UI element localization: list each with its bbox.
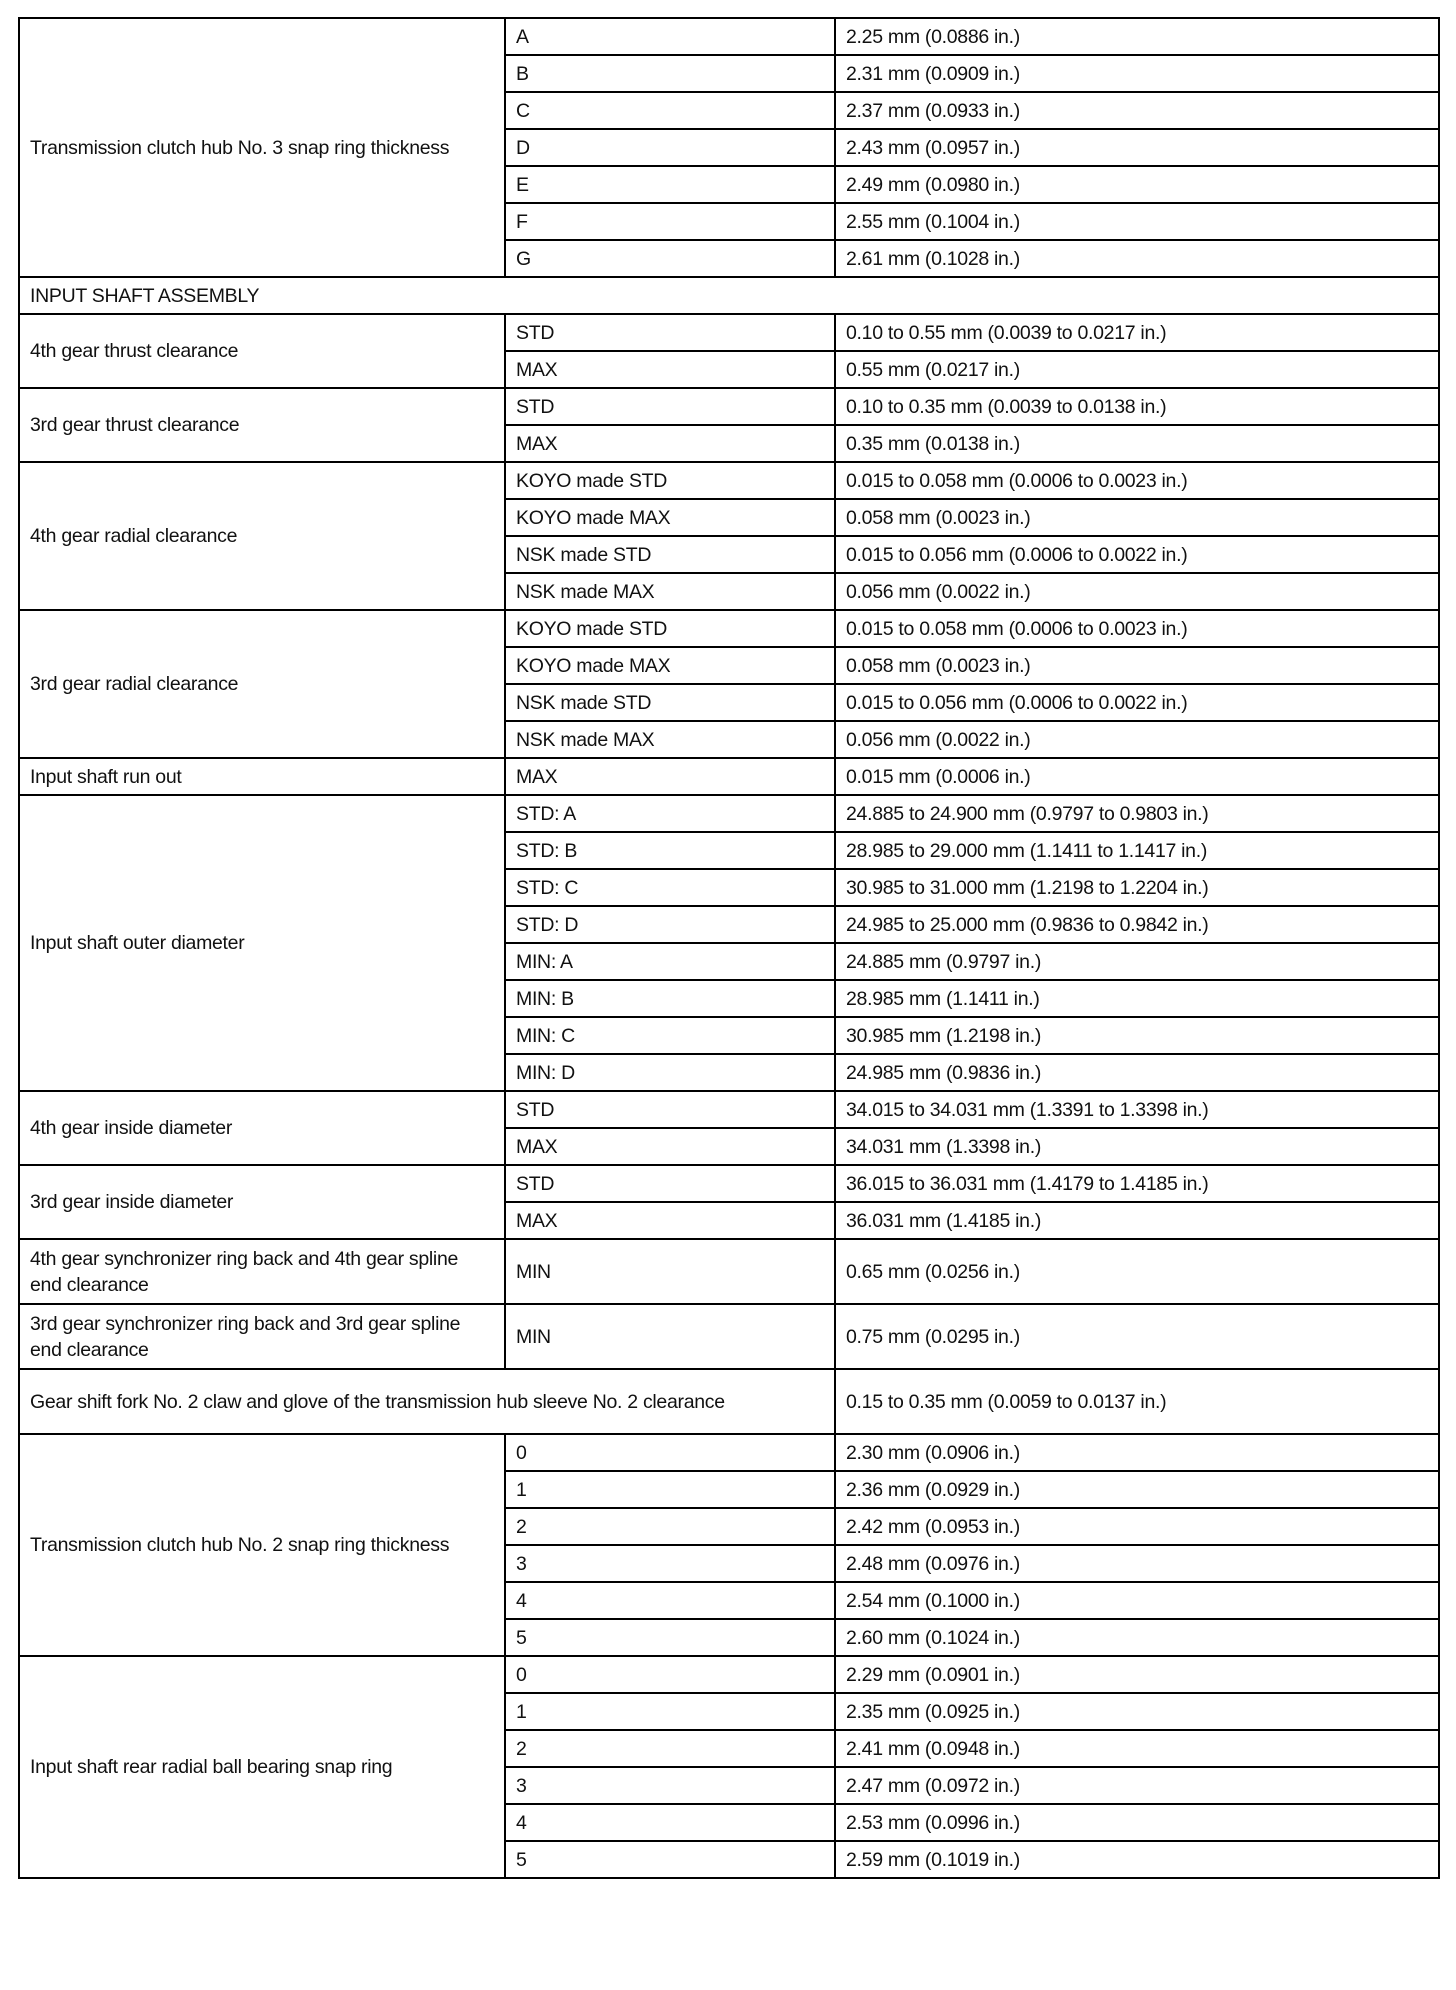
condition-cell: STD xyxy=(505,388,835,425)
condition-cell: STD: B xyxy=(505,832,835,869)
value-cell: 28.985 mm (1.1411 in.) xyxy=(835,980,1439,1017)
condition-cell: NSK made STD xyxy=(505,684,835,721)
condition-cell: F xyxy=(505,203,835,240)
condition-cell: MIN xyxy=(505,1239,835,1304)
condition-cell: 3 xyxy=(505,1545,835,1582)
item-label: 4th gear synchronizer ring back and 4th gear spline end clearance xyxy=(19,1239,505,1304)
value-cell: 2.61 mm (0.1028 in.) xyxy=(835,240,1439,277)
item-label: 4th gear radial clearance xyxy=(19,462,505,610)
item-label: Input shaft rear radial ball bearing snap ring xyxy=(19,1656,505,1878)
condition-cell: 4 xyxy=(505,1582,835,1619)
value-cell: 2.49 mm (0.0980 in.) xyxy=(835,166,1439,203)
condition-cell: 0 xyxy=(505,1434,835,1471)
condition-cell: STD: D xyxy=(505,906,835,943)
table-row xyxy=(19,314,1439,351)
condition-cell: MIN: A xyxy=(505,943,835,980)
condition-cell: MAX xyxy=(505,1202,835,1239)
value-cell: 2.41 mm (0.0948 in.) xyxy=(835,1730,1439,1767)
condition-cell: D xyxy=(505,129,835,166)
value-cell: 0.058 mm (0.0023 in.) xyxy=(835,647,1439,684)
value-cell: 2.25 mm (0.0886 in.) xyxy=(835,18,1439,55)
table-row xyxy=(19,18,1439,55)
value-cell: 2.30 mm (0.0906 in.) xyxy=(835,1434,1439,1471)
condition-cell: STD xyxy=(505,314,835,351)
item-label: Transmission clutch hub No. 2 snap ring thickness xyxy=(19,1434,505,1656)
value-cell: 2.53 mm (0.0996 in.) xyxy=(835,1804,1439,1841)
value-cell: 0.10 to 0.55 mm (0.0039 to 0.0217 in.) xyxy=(835,314,1439,351)
value-cell: 36.015 to 36.031 mm (1.4179 to 1.4185 in.) xyxy=(835,1165,1439,1202)
condition-cell: 2 xyxy=(505,1508,835,1545)
value-cell: 2.37 mm (0.0933 in.) xyxy=(835,92,1439,129)
value-cell: 28.985 to 29.000 mm (1.1411 to 1.1417 in.) xyxy=(835,832,1439,869)
condition-cell: C xyxy=(505,92,835,129)
value-cell: 0.10 to 0.35 mm (0.0039 to 0.0138 in.) xyxy=(835,388,1439,425)
condition-cell: 4 xyxy=(505,1804,835,1841)
value-cell: 2.43 mm (0.0957 in.) xyxy=(835,129,1439,166)
condition-cell: NSK made STD xyxy=(505,536,835,573)
value-cell: 34.031 mm (1.3398 in.) xyxy=(835,1128,1439,1165)
condition-cell: MAX xyxy=(505,351,835,388)
condition-cell: MIN: C xyxy=(505,1017,835,1054)
value-cell: 34.015 to 34.031 mm (1.3391 to 1.3398 in.) xyxy=(835,1091,1439,1128)
value-cell: 0.058 mm (0.0023 in.) xyxy=(835,499,1439,536)
value-cell: 30.985 to 31.000 mm (1.2198 to 1.2204 in.) xyxy=(835,869,1439,906)
value-cell: 24.985 to 25.000 mm (0.9836 to 0.9842 in.) xyxy=(835,906,1439,943)
item-label: 3rd gear thrust clearance xyxy=(19,388,505,462)
condition-cell: MIN: B xyxy=(505,980,835,1017)
item-label: Gear shift fork No. 2 claw and glove of the transmission hub sleeve No. 2 clearance xyxy=(19,1369,835,1434)
condition-cell: STD xyxy=(505,1091,835,1128)
condition-cell: 0 xyxy=(505,1656,835,1693)
condition-cell: KOYO made MAX xyxy=(505,499,835,536)
item-label: 3rd gear inside diameter xyxy=(19,1165,505,1239)
table-row xyxy=(19,1369,1439,1434)
table-row xyxy=(19,1656,1439,1693)
value-cell: 2.54 mm (0.1000 in.) xyxy=(835,1582,1439,1619)
condition-cell: 5 xyxy=(505,1841,835,1878)
value-cell: 0.015 mm (0.0006 in.) xyxy=(835,758,1439,795)
condition-cell: A xyxy=(505,18,835,55)
item-label: 3rd gear synchronizer ring back and 3rd gear spline end clearance xyxy=(19,1304,505,1369)
value-cell: 0.35 mm (0.0138 in.) xyxy=(835,425,1439,462)
value-cell: 0.056 mm (0.0022 in.) xyxy=(835,573,1439,610)
value-cell: 24.985 mm (0.9836 in.) xyxy=(835,1054,1439,1091)
section-title: INPUT SHAFT ASSEMBLY xyxy=(19,277,1439,314)
table-row xyxy=(19,758,1439,795)
condition-cell: 1 xyxy=(505,1693,835,1730)
table-row xyxy=(19,388,1439,425)
condition-cell: 2 xyxy=(505,1730,835,1767)
value-cell: 2.47 mm (0.0972 in.) xyxy=(835,1767,1439,1804)
table-row xyxy=(19,795,1439,832)
value-cell: 24.885 to 24.900 mm (0.9797 to 0.9803 in.) xyxy=(835,795,1439,832)
condition-cell: STD: C xyxy=(505,869,835,906)
value-cell: 0.015 to 0.056 mm (0.0006 to 0.0022 in.) xyxy=(835,684,1439,721)
condition-cell: G xyxy=(505,240,835,277)
value-cell: 2.60 mm (0.1024 in.) xyxy=(835,1619,1439,1656)
table-row xyxy=(19,1239,1439,1304)
value-cell: 0.015 to 0.056 mm (0.0006 to 0.0022 in.) xyxy=(835,536,1439,573)
condition-cell: E xyxy=(505,166,835,203)
item-label: Transmission clutch hub No. 3 snap ring thickness xyxy=(19,18,505,277)
specification-table xyxy=(18,17,1440,1879)
condition-cell: MAX xyxy=(505,425,835,462)
condition-cell: 1 xyxy=(505,1471,835,1508)
table-row xyxy=(19,462,1439,499)
value-cell: 2.48 mm (0.0976 in.) xyxy=(835,1545,1439,1582)
value-cell: 2.55 mm (0.1004 in.) xyxy=(835,203,1439,240)
table-row xyxy=(19,1165,1439,1202)
value-cell: 2.35 mm (0.0925 in.) xyxy=(835,1693,1439,1730)
condition-cell: KOYO made STD xyxy=(505,462,835,499)
value-cell: 0.75 mm (0.0295 in.) xyxy=(835,1304,1439,1369)
item-label: Input shaft outer diameter xyxy=(19,795,505,1091)
value-cell: 30.985 mm (1.2198 in.) xyxy=(835,1017,1439,1054)
value-cell: 2.59 mm (0.1019 in.) xyxy=(835,1841,1439,1878)
value-cell: 36.031 mm (1.4185 in.) xyxy=(835,1202,1439,1239)
value-cell: 2.31 mm (0.0909 in.) xyxy=(835,55,1439,92)
table-row xyxy=(19,1091,1439,1128)
value-cell: 2.42 mm (0.0953 in.) xyxy=(835,1508,1439,1545)
condition-cell: KOYO made MAX xyxy=(505,647,835,684)
value-cell: 0.056 mm (0.0022 in.) xyxy=(835,721,1439,758)
condition-cell: MIN: D xyxy=(505,1054,835,1091)
section-header-row xyxy=(19,277,1439,314)
item-label: 4th gear thrust clearance xyxy=(19,314,505,388)
item-label: 3rd gear radial clearance xyxy=(19,610,505,758)
value-cell: 24.885 mm (0.9797 in.) xyxy=(835,943,1439,980)
item-label: Input shaft run out xyxy=(19,758,505,795)
condition-cell: 5 xyxy=(505,1619,835,1656)
condition-cell: MIN xyxy=(505,1304,835,1369)
item-label: 4th gear inside diameter xyxy=(19,1091,505,1165)
value-cell: 0.015 to 0.058 mm (0.0006 to 0.0023 in.) xyxy=(835,462,1439,499)
condition-cell: STD: A xyxy=(505,795,835,832)
condition-cell: B xyxy=(505,55,835,92)
condition-cell: KOYO made STD xyxy=(505,610,835,647)
condition-cell: MAX xyxy=(505,758,835,795)
table-row xyxy=(19,610,1439,647)
value-cell: 2.29 mm (0.0901 in.) xyxy=(835,1656,1439,1693)
value-cell: 2.36 mm (0.0929 in.) xyxy=(835,1471,1439,1508)
value-cell: 0.15 to 0.35 mm (0.0059 to 0.0137 in.) xyxy=(835,1369,1439,1434)
value-cell: 0.55 mm (0.0217 in.) xyxy=(835,351,1439,388)
condition-cell: 3 xyxy=(505,1767,835,1804)
table-row xyxy=(19,1434,1439,1471)
table-row xyxy=(19,1304,1439,1369)
condition-cell: STD xyxy=(505,1165,835,1202)
value-cell: 0.65 mm (0.0256 in.) xyxy=(835,1239,1439,1304)
condition-cell: NSK made MAX xyxy=(505,721,835,758)
condition-cell: NSK made MAX xyxy=(505,573,835,610)
value-cell: 0.015 to 0.058 mm (0.0006 to 0.0023 in.) xyxy=(835,610,1439,647)
condition-cell: MAX xyxy=(505,1128,835,1165)
